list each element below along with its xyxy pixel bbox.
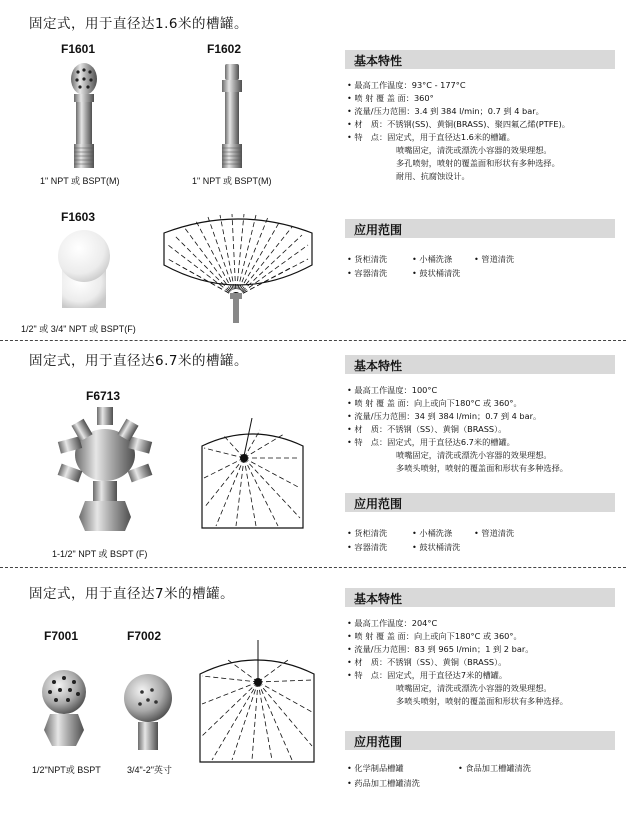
section-3-heading: 固定式，用于直径达7米的槽罐。 bbox=[29, 586, 235, 602]
feature-line: • 特 点：固定式，用于直径达6.7米的槽罐。 bbox=[347, 437, 515, 447]
feature-line: • 最高工作温度：93°C - 177°C bbox=[347, 80, 466, 90]
app-item: • 药品加工槽罐清洗 bbox=[347, 778, 420, 788]
app-item: • 鼓状桶清洗 bbox=[412, 268, 461, 278]
apps-title-3: 应用范围 bbox=[354, 735, 403, 749]
app-item: • 管道清洗 bbox=[474, 528, 515, 538]
app-item: • 化学制品槽罐 bbox=[347, 763, 404, 773]
tank-spray-diagram-2 bbox=[200, 418, 305, 530]
product-code-f1602: F1602 bbox=[207, 42, 242, 56]
product-caption-f1602: 1" NPT 或 BSPT(M) bbox=[192, 176, 272, 186]
apps-header-3 bbox=[345, 731, 615, 750]
section-2-heading: 固定式，用于直径达6.7米的槽罐。 bbox=[29, 353, 248, 369]
app-item: • 鼓状桶清洗 bbox=[412, 542, 461, 552]
feature-line: • 最高工作温度：204°C bbox=[347, 618, 438, 628]
section-divider-2 bbox=[0, 567, 626, 568]
app-item: • 管道清洗 bbox=[474, 254, 515, 264]
feature-line: 多孔喷射，喷射的覆盖面和形状有多种选择。 bbox=[396, 158, 560, 168]
section-divider-1 bbox=[0, 340, 626, 341]
features-header-2 bbox=[345, 355, 615, 374]
product-code-f7002: F7002 bbox=[127, 629, 162, 643]
feature-line: • 流量/压力范围：83 到 965 l/min；1 到 2 bar。 bbox=[347, 644, 534, 654]
feature-line: • 喷 射 覆 盖 面：向上或向下180°C 或 360°。 bbox=[347, 631, 522, 641]
product-code-f1601: F1601 bbox=[61, 42, 96, 56]
feature-line: 多喷头喷射，喷射的覆盖面和形状有多种选择。 bbox=[396, 463, 568, 473]
feature-line: • 特 点：固定式，用于直径达7米的槽罐。 bbox=[347, 670, 508, 680]
feature-line: • 喷 射 覆 盖 面：向上或向下180°C 或 360°。 bbox=[347, 398, 522, 408]
product-caption-f7002: 3/4"-2"英寸 bbox=[127, 765, 172, 775]
feature-line: 喷嘴固定，清洗或漂洗小容器的效果理想。 bbox=[396, 145, 552, 155]
app-item: • 容器清洗 bbox=[347, 542, 388, 552]
product-caption-f1601: 1" NPT 或 BSPT(M) bbox=[40, 176, 120, 186]
nozzle-f6713-image bbox=[55, 405, 155, 535]
features-title-2: 基本特性 bbox=[354, 359, 403, 373]
features-title-3: 基本特性 bbox=[354, 592, 403, 606]
apps-header-1 bbox=[345, 219, 615, 238]
app-item: • 食品加工槽罐清洗 bbox=[458, 763, 531, 773]
nozzle-f1602-image bbox=[212, 62, 252, 170]
feature-line: • 流量/压力范围：34 到 384 l/min；0.7 到 4 bar。 bbox=[347, 411, 542, 421]
features-title-1: 基本特性 bbox=[354, 54, 403, 68]
feature-line: 多喷头喷射，喷射的覆盖面和形状有多种选择。 bbox=[396, 696, 568, 706]
tank-spray-diagram-1 bbox=[162, 205, 314, 325]
tank-spray-diagram-3 bbox=[198, 640, 316, 764]
nozzle-f1601-image bbox=[60, 62, 108, 170]
product-code-f7001: F7001 bbox=[44, 629, 79, 643]
nozzle-f1603-image bbox=[52, 228, 116, 310]
feature-line: • 特 点：固定式，用于直径达1.6米的槽罐。 bbox=[347, 132, 515, 142]
apps-title-2: 应用范围 bbox=[354, 497, 403, 511]
app-item: • 小桶洗涤 bbox=[412, 528, 453, 538]
feature-line: 喷嘴固定，清洗或漂洗小容器的效果理想。 bbox=[396, 683, 552, 693]
section-1-heading: 固定式，用于直径达1.6米的槽罐。 bbox=[29, 16, 248, 32]
app-item: • 货柜清洗 bbox=[347, 254, 388, 264]
apps-title-1: 应用范围 bbox=[354, 223, 403, 237]
app-item: • 容器清洗 bbox=[347, 268, 388, 278]
product-code-f6713: F6713 bbox=[86, 389, 121, 403]
nozzle-f7001-image bbox=[38, 668, 90, 748]
features-list-2 bbox=[347, 384, 568, 475]
feature-line: • 流量/压力范围：3.4 到 384 l/min；0.7 到 4 bar。 bbox=[347, 106, 544, 116]
product-caption-f1603: 1/2" 或 3/4" NPT 或 BSPT(F) bbox=[21, 324, 136, 334]
features-list-3 bbox=[347, 617, 568, 708]
feature-line: • 材 质：不锈钢（SS）、黄铜（BRASS）。 bbox=[347, 424, 507, 434]
feature-line: • 材 质：不锈钢（SS）、黄铜（BRASS）。 bbox=[347, 657, 507, 667]
feature-line: 耐用、抗腐蚀设计。 bbox=[396, 171, 470, 181]
feature-line: • 材 质：不锈钢(SS)、黄铜(BRASS)、聚四氟乙烯(PTFE)。 bbox=[347, 119, 570, 129]
features-list-1 bbox=[347, 79, 570, 183]
nozzle-f7002-image bbox=[122, 672, 174, 752]
product-code-f1603: F1603 bbox=[61, 210, 96, 224]
app-item: • 货柜清洗 bbox=[347, 528, 388, 538]
features-header-3 bbox=[345, 588, 615, 607]
feature-line: • 喷 射 覆 盖 面：360° bbox=[347, 93, 434, 103]
product-caption-f6713: 1-1/2" NPT 或 BSPT (F) bbox=[52, 549, 148, 559]
feature-line: • 最高工作温度：100°C bbox=[347, 385, 438, 395]
app-item: • 小桶洗涤 bbox=[412, 254, 453, 264]
features-header-1 bbox=[345, 50, 615, 69]
apps-header-2 bbox=[345, 493, 615, 512]
product-caption-f7001: 1/2"NPT或 BSPT bbox=[32, 765, 101, 775]
feature-line: 喷嘴固定，清洗或漂洗小容器的效果理想。 bbox=[396, 450, 552, 460]
